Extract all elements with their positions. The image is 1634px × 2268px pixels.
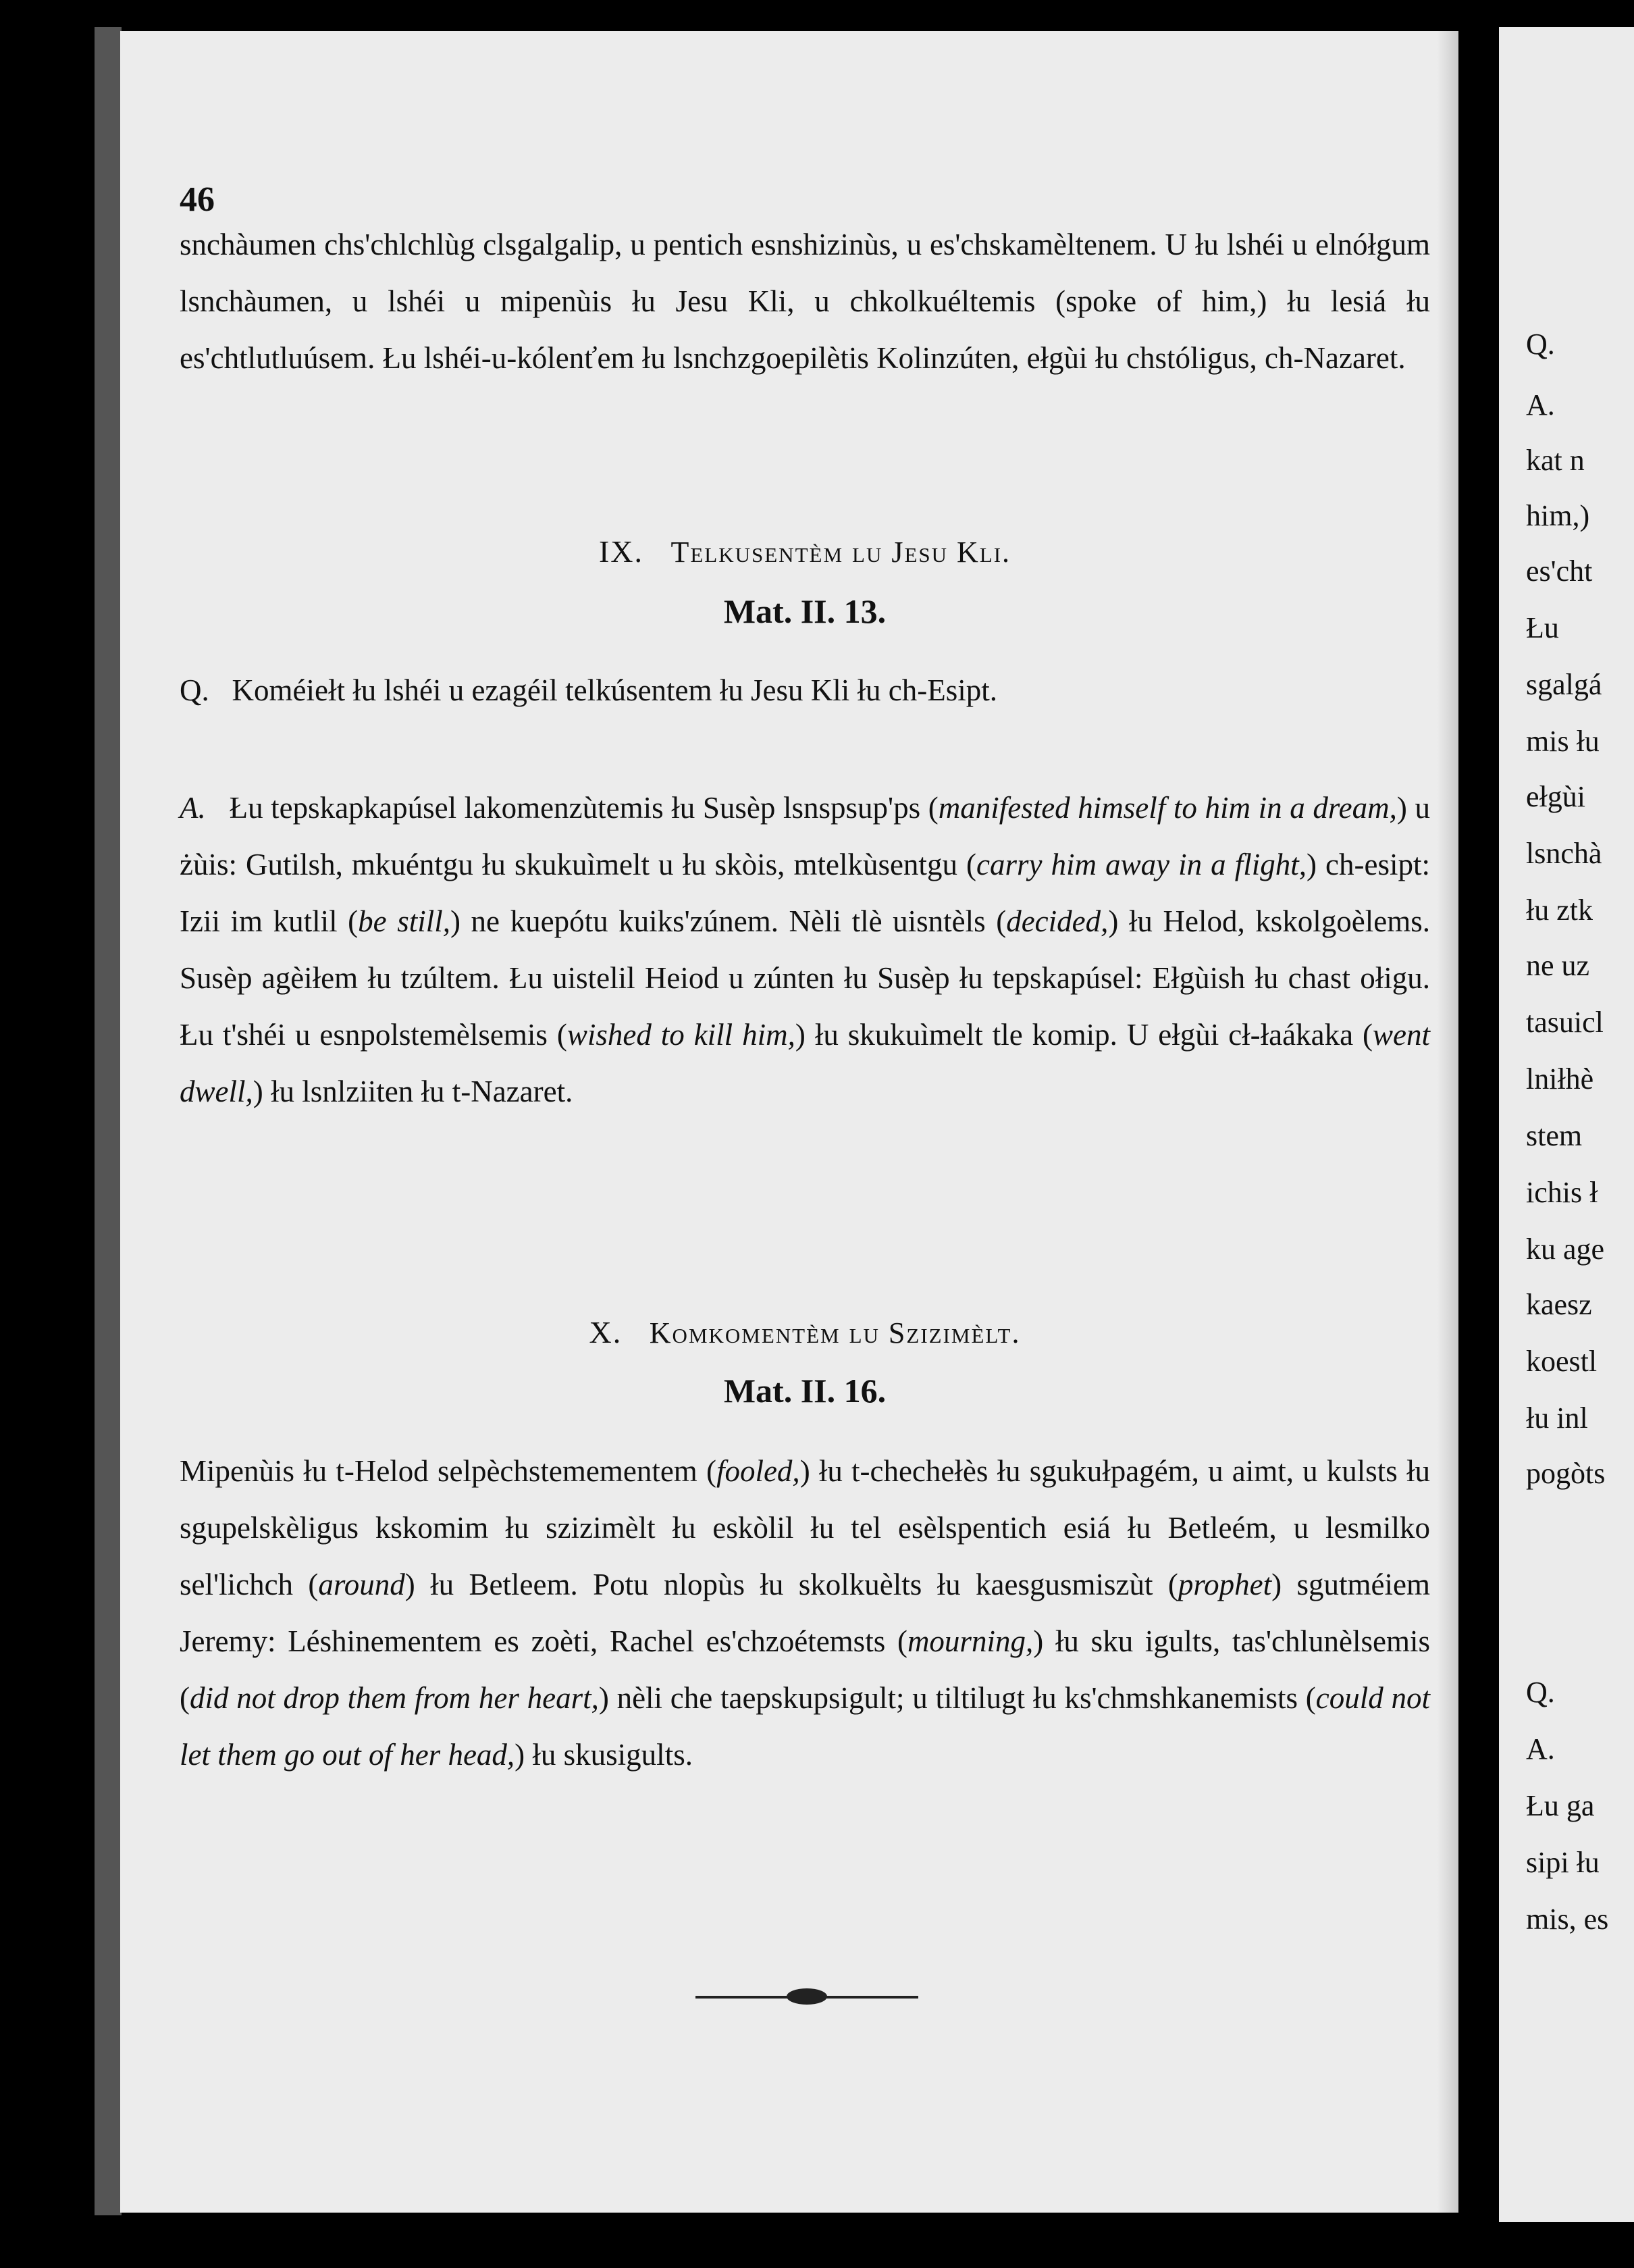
answer-gloss-1: manifested himself to him in a dream, [938,791,1397,825]
next-page-fragment: ełgùi [1526,780,1585,813]
p4-gloss-3: around [318,1568,405,1601]
next-page-fragment: kaesz [1526,1288,1592,1321]
next-page-fragment: lsnchà [1526,837,1602,870]
answer-label: A. [180,791,206,825]
next-page-fragment: Łu ga [1526,1789,1595,1822]
next-page-fragment: Łu [1526,611,1559,644]
page-divider [1458,0,1499,2268]
next-page-fragment: kat n [1526,444,1585,477]
question-text: Koméiełt łu lshéi u ezagéil telkúsentem łu Jesu Kli łu ch-Esipt. [232,673,998,707]
paragraph-4 [180,1443,1430,1783]
next-page-fragment: pogòts [1526,1457,1606,1490]
answer-text-0: Łu tepskapkapúsel lakomenzùtemis łu Susèp lsnspsup'ps ( [229,791,939,825]
p4-text-2: ) łu t-chechełès łu sgukułpagém, u aimt, u kulsts łu sgupelskèligus kskomim łu szizimèlt łu eskòlil łu tel esèlspentich esiá łu Betleém, u lesmilko sel'lichch ( [180,1454,1430,1601]
answer-text-2: ) u żùis: Gutilsh, mkuéntgu łu skukuìmelt u łu skòis, mtelkùsentgu ( [180,791,1430,881]
section-10-title: Komkomentèm lu Szizimèlt. [649,1316,1021,1349]
next-page-fragment: him,) [1526,499,1590,532]
next-page-fragment: lniłhè [1526,1062,1594,1096]
answer-gloss-11: went dwell, [180,1018,1430,1108]
next-page-fragment: es'cht [1526,555,1593,588]
next-page-fragment: mis, es [1526,1903,1609,1936]
next-page-fragment: łu inl [1526,1401,1588,1435]
section-9-title: Telkusentèm lu Jesu Kli. [670,536,1011,569]
answer-text-12: ) łu lsnlziiten łu t-Nazaret. [253,1075,573,1108]
question-label: Q. [180,673,209,707]
section-10-reference: Mat. II. 16. [723,1372,887,1410]
p4-text-8: ) łu sku igults, tas'chlunèlsemis ( [180,1624,1430,1715]
next-page-fragment: sipi łu [1526,1846,1600,1879]
answer-text-6: ) ne kuepótu kuiks'zúnem. Nèli tlè uisntèls ( [450,904,1007,938]
next-page-fragment: Q. [1526,328,1555,361]
section-9-reference: Mat. II. 13. [723,592,887,630]
answer-gloss-9: wished to kill him, [566,1018,795,1052]
next-page-fragment: mis łu [1526,725,1600,758]
section-9-heading [180,534,1430,569]
p4-gloss-7: mourning, [907,1624,1034,1658]
p4-text-6: ) sgutméiem Jeremy: Léshinementem es zoèti, Rachel es'chzoétemsts ( [180,1568,1430,1658]
next-page-fragment: ku age [1526,1233,1605,1266]
p4-gloss-1: fooled, [716,1454,800,1488]
paragraph-1: snchàumen chs'chlchlùg clsgalgalip, u pentich esnshizinùs, u es'chskamèltenem. U łu lshéi u elnółgum lsnchàumen, u lshéi u mipenùis łu Jesu Kli, u chkolkuéltemis (spoke of him,) łu lesiá łu es'chtlutluúsem. Łu lshéi-u-kólenťem łu lsnchzgoepilètis Kolinzúten, ełgùi łu chstóligus, ch-Nazaret. [180,228,1430,375]
next-page-fragment: łu ztk [1526,894,1593,927]
next-page-fragment: stem [1526,1119,1583,1152]
answer-gloss-3: carry him away in a flight, [976,848,1307,881]
section-10-numeral: X. [589,1315,623,1349]
ornamental-rule-center [787,1988,827,2005]
next-page-fragment: ne uz [1526,949,1590,982]
next-page-fragment: Q. [1526,1676,1555,1709]
answer-text-10: ) łu skukuìmelt tle komip. U ełgùi cł-łaákaka ( [795,1018,1373,1052]
p4-gloss-5: prophet [1178,1568,1272,1601]
left-scan-margin [0,0,101,2268]
p4-text-10: ) nèli che taepskupsigult; u tiltilugt łu ks'chmshkanemists ( [598,1681,1316,1715]
p4-text-12: ) łu skusigults. [515,1738,693,1772]
next-page-fragment: koestl [1526,1345,1598,1378]
next-page-fragment: tasuicl [1526,1006,1604,1039]
next-page-fragment: A. [1526,388,1555,421]
next-page-fragment: sgalgá [1526,668,1602,701]
p4-text-0: Mipenùis łu t-Helod selpèchstemementem ( [180,1454,716,1488]
answer-text-4: ) ch-esipt: Izii im kutlil ( [180,848,1430,938]
page-edge-shadow [95,27,122,2215]
next-page-edge [1499,27,1634,2222]
answer-text-8: ) łu Helod, kskolgoèlems. Susèp agèiłem łu tzúltem. Łu uistelil Heiod u zúnten łu Susèp łu tepskapúsel: Ełgùish łu chast ołigu. Łu t'shéi u esnpolstemèlsemis ( [180,904,1431,1052]
section-10-heading [180,1314,1430,1350]
answer-paragraph [180,779,1430,1120]
p4-gloss-9: did not drop them from her heart, [190,1681,599,1715]
next-page-fragment: A. [1526,1732,1555,1766]
answer-gloss-7: decided, [1006,904,1109,938]
page-number: 46 [180,180,215,219]
p4-text-4: ) łu Betleem. Potu nlopùs łu skolkuèlts łu kaesgusmiszùt ( [404,1568,1178,1601]
next-page-fragment: ichis ł [1526,1176,1598,1209]
question-paragraph [180,662,1430,719]
section-9-numeral: IX. [598,534,643,569]
p4-gloss-11: could not let them go out of her head, [180,1681,1431,1772]
answer-gloss-5: be still, [358,904,450,938]
bottom-scan-margin [0,2222,1634,2268]
